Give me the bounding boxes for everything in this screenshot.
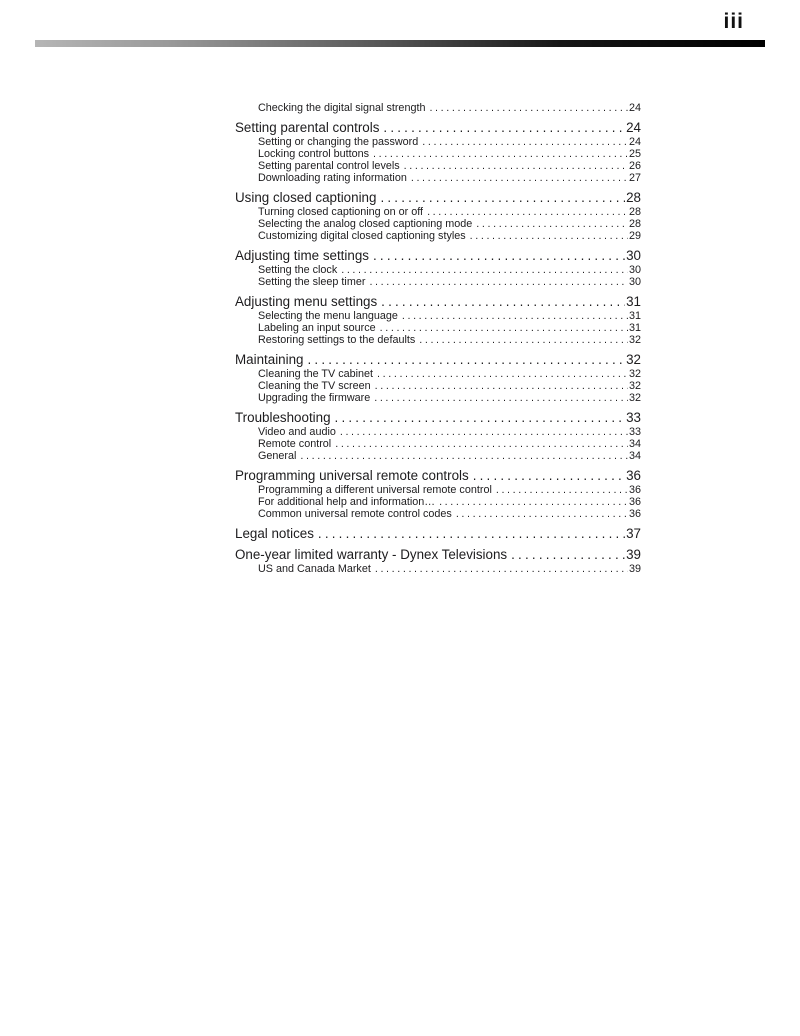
dot-leader <box>318 527 625 541</box>
toc-sub-row <box>235 218 641 230</box>
toc-heading-row <box>235 191 641 205</box>
toc-label: Troubleshooting <box>235 410 331 425</box>
toc-label: Checking the digital signal strength <box>258 102 426 114</box>
toc-label: Restoring settings to the defaults <box>258 334 416 346</box>
toc-section <box>235 191 641 242</box>
toc-page: 24 <box>628 136 641 148</box>
toc-page: 26 <box>628 160 641 172</box>
toc-sub-row <box>235 563 641 575</box>
toc-sub-row <box>235 160 641 172</box>
toc-page: 30 <box>628 264 641 276</box>
toc-page: 33 <box>628 426 641 438</box>
toc-sub-row <box>235 310 641 322</box>
toc-label: Turning closed captioning on or off <box>258 206 424 218</box>
toc-label: Remote control <box>258 438 332 450</box>
toc-sub-row <box>235 172 641 184</box>
dot-leader <box>456 508 628 520</box>
toc-heading-row <box>235 121 641 135</box>
page-number: iii <box>723 10 744 33</box>
toc-page: 32 <box>628 380 641 392</box>
dot-leader <box>341 264 628 276</box>
toc-label: Maintaining <box>235 352 304 367</box>
toc-page: 36 <box>628 508 641 520</box>
toc-heading-row <box>235 469 641 483</box>
toc-section <box>235 102 641 114</box>
dot-leader <box>373 148 628 160</box>
dot-leader <box>476 218 628 230</box>
toc-label: General <box>258 450 297 462</box>
dot-leader <box>340 426 628 438</box>
toc-page: 32 <box>628 368 641 380</box>
toc-page: 36 <box>628 484 641 496</box>
toc-label: Setting the sleep timer <box>258 276 366 288</box>
toc-sub-row <box>235 368 641 380</box>
toc-page: 28 <box>628 218 641 230</box>
toc-section <box>235 249 641 288</box>
toc-label: Customizing digital closed captioning styles <box>258 230 466 242</box>
dot-leader <box>375 380 628 392</box>
dot-leader <box>427 206 628 218</box>
dot-leader <box>374 392 628 404</box>
toc-label: Adjusting menu settings <box>235 294 378 309</box>
toc-label: Adjusting time settings <box>235 248 369 263</box>
toc-sub-row <box>235 380 641 392</box>
toc-label: Setting or changing the password <box>258 136 419 148</box>
dot-leader <box>470 230 628 242</box>
toc-label: Cleaning the TV cabinet <box>258 368 374 380</box>
toc-page: 34 <box>628 438 641 450</box>
toc-sub-row <box>235 508 641 520</box>
dot-leader <box>381 295 625 309</box>
toc-label: Setting parental control levels <box>258 160 400 172</box>
toc-section <box>235 527 641 541</box>
toc-heading-row <box>235 295 641 309</box>
toc-section <box>235 295 641 346</box>
toc-sub-row <box>235 264 641 276</box>
toc-sub-row <box>235 276 641 288</box>
toc-sub-row <box>235 334 641 346</box>
toc-page: 37 <box>626 526 641 541</box>
toc-section <box>235 353 641 404</box>
toc-label: One-year limited warranty - Dynex Televisions <box>235 547 508 562</box>
toc-page: 33 <box>626 410 641 425</box>
toc-label: Video and audio <box>258 426 336 438</box>
toc-page: 32 <box>626 352 641 367</box>
dot-leader <box>429 102 628 114</box>
toc-sub-row <box>235 206 641 218</box>
dot-leader <box>380 191 625 205</box>
toc-page: 31 <box>628 310 641 322</box>
table-of-contents <box>235 102 641 575</box>
toc-heading-row <box>235 411 641 425</box>
toc-page: 31 <box>628 322 641 334</box>
dot-leader <box>439 496 628 508</box>
dot-leader <box>511 548 625 562</box>
toc-label: Programming a different universal remote control <box>258 484 492 496</box>
toc-page: 31 <box>626 294 641 309</box>
toc-page: 39 <box>626 547 641 562</box>
toc-page: 39 <box>628 563 641 575</box>
dot-leader <box>383 121 625 135</box>
toc-page: 36 <box>628 496 641 508</box>
toc-page: 27 <box>628 172 641 184</box>
toc-label: Downloading rating information <box>258 172 407 184</box>
dot-leader <box>307 353 625 367</box>
toc-page: 29 <box>628 230 641 242</box>
toc-label: Selecting the menu language <box>258 310 398 322</box>
toc-page: 24 <box>628 102 641 114</box>
toc-sub-row <box>235 392 641 404</box>
toc-page: 24 <box>626 120 641 135</box>
toc-section <box>235 548 641 575</box>
toc-label: Common universal remote control codes <box>258 508 452 520</box>
toc-label: Legal notices <box>235 526 314 541</box>
dot-leader <box>473 469 625 483</box>
dot-leader <box>335 411 626 425</box>
toc-page: 25 <box>628 148 641 160</box>
dot-leader <box>419 334 628 346</box>
toc-label: Cleaning the TV screen <box>258 380 371 392</box>
dot-leader <box>300 450 628 462</box>
dot-leader <box>369 276 628 288</box>
toc-sub-row <box>235 102 641 114</box>
toc-sub-row <box>235 230 641 242</box>
toc-label: Setting the clock <box>258 264 338 276</box>
toc-heading-row <box>235 548 641 562</box>
toc-label: Setting parental controls <box>235 120 380 135</box>
toc-label: Labeling an input source <box>258 322 376 334</box>
toc-page: 30 <box>626 248 641 263</box>
toc-page: 28 <box>628 206 641 218</box>
toc-sub-row <box>235 148 641 160</box>
toc-heading-row <box>235 527 641 541</box>
toc-section <box>235 411 641 462</box>
dot-leader <box>402 310 628 322</box>
toc-sub-row <box>235 322 641 334</box>
dot-leader <box>335 438 628 450</box>
toc-label: Selecting the analog closed captioning mode <box>258 218 473 230</box>
toc-label: Upgrading the firmware <box>258 392 371 404</box>
toc-sub-row <box>235 496 641 508</box>
dot-leader <box>380 322 628 334</box>
header-rule <box>35 40 765 47</box>
toc-sub-row <box>235 136 641 148</box>
toc-sub-row <box>235 450 641 462</box>
toc-page: 34 <box>628 450 641 462</box>
toc-label: US and Canada Market <box>258 563 371 575</box>
toc-sub-row <box>235 484 641 496</box>
toc-heading-row <box>235 353 641 367</box>
toc-label: Programming universal remote controls <box>235 468 469 483</box>
dot-leader <box>375 563 628 575</box>
dot-leader <box>373 249 625 263</box>
dot-leader <box>377 368 628 380</box>
dot-leader <box>411 172 628 184</box>
toc-page: 28 <box>626 190 641 205</box>
toc-label: Using closed captioning <box>235 190 377 205</box>
toc-label: For additional help and information… <box>258 496 436 508</box>
toc-section <box>235 469 641 520</box>
toc-page: 32 <box>628 334 641 346</box>
toc-sub-row <box>235 438 641 450</box>
dot-leader <box>422 136 628 148</box>
toc-section <box>235 121 641 184</box>
dot-leader <box>496 484 628 496</box>
dot-leader <box>404 160 628 172</box>
toc-page: 30 <box>628 276 641 288</box>
toc-page: 32 <box>628 392 641 404</box>
toc-heading-row <box>235 249 641 263</box>
toc-page: 36 <box>626 468 641 483</box>
toc-label: Locking control buttons <box>258 148 370 160</box>
toc-sub-row <box>235 426 641 438</box>
